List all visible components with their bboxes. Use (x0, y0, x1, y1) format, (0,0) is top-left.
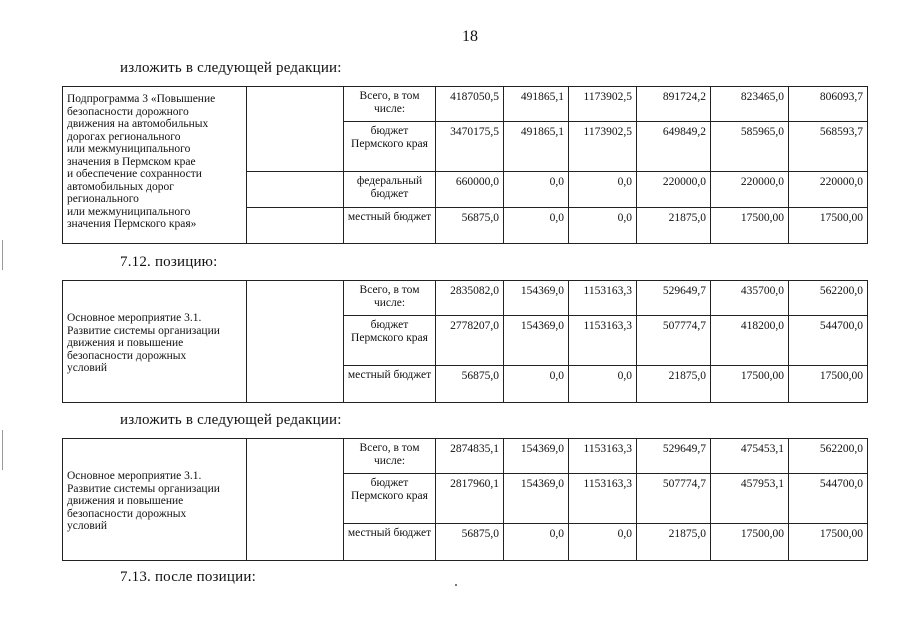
funding-source: бюджет Пермского края (344, 122, 436, 172)
value-cell: 491865,1 (504, 122, 569, 172)
heading-position-7-13: 7.13. после позиции: (120, 569, 256, 585)
funding-source: Всего, в том числе: (344, 281, 436, 316)
activity-3-1-new-table (62, 438, 868, 561)
value-cell: 2778207,0 (436, 316, 504, 366)
value-cell: 475453,1 (711, 439, 789, 474)
value-cell: 1153163,3 (569, 474, 637, 524)
program-name: Подпрограмма 3 «Повышение безопасности дорожного движения на автомобильных дорогах регионального или межмуниципального значения в Пермском крае и обеспечение сохранности автомобильных дорог регионального или межмуниципального значения Пермского края» (67, 93, 216, 230)
activity-name: Основное мероприятие 3.1. Развитие системы организации движения и повышение безопасности дорожных условий (67, 312, 220, 375)
value-cell: 0,0 (504, 524, 569, 561)
value-cell: 56875,0 (436, 366, 504, 403)
value-cell: 823465,0 (711, 87, 789, 122)
heading-new-edition-1: изложить в следующей редакции: (120, 60, 342, 76)
value-cell: 544700,0 (789, 316, 868, 366)
value-cell: 4187050,5 (436, 87, 504, 122)
value-cell: 17500,00 (711, 208, 789, 244)
page-number: 18 (462, 28, 478, 45)
scan-edge-mark (2, 240, 3, 270)
value-cell: 891724,2 (637, 87, 711, 122)
empty-cell (247, 172, 344, 208)
funding-source: местный бюджет (344, 208, 436, 244)
value-cell: 660000,0 (436, 172, 504, 208)
value-cell: 2817960,1 (436, 474, 504, 524)
value-cell: 21875,0 (637, 208, 711, 244)
value-cell: 2874835,1 (436, 439, 504, 474)
value-cell: 1153163,3 (569, 316, 637, 366)
value-cell: 17500,00 (789, 208, 868, 244)
value-cell: 21875,0 (637, 524, 711, 561)
table-row (63, 281, 868, 316)
activity-name-cell (63, 439, 247, 561)
value-cell: 154369,0 (504, 474, 569, 524)
value-cell: 0,0 (569, 172, 637, 208)
value-cell: 0,0 (504, 366, 569, 403)
value-cell: 1173902,5 (569, 122, 637, 172)
value-cell: 1173902,5 (569, 87, 637, 122)
value-cell: 154369,0 (504, 316, 569, 366)
activity-name: Основное мероприятие 3.1. Развитие системы организации движения и повышение безопасности дорожных условий (67, 470, 220, 533)
heading-new-edition-2: изложить в следующей редакции: (120, 412, 342, 428)
value-cell: 544700,0 (789, 474, 868, 524)
value-cell: 435700,0 (711, 281, 789, 316)
funding-source: местный бюджет (344, 366, 436, 403)
value-cell: 491865,1 (504, 87, 569, 122)
heading-position-7-12: 7.12. позицию: (120, 254, 218, 270)
empty-cell (247, 439, 344, 561)
value-cell: 220000,0 (637, 172, 711, 208)
value-cell: 562200,0 (789, 281, 868, 316)
funding-source: бюджет Пермского края (344, 474, 436, 524)
table-row (63, 439, 868, 474)
value-cell: 17500,00 (789, 366, 868, 403)
value-cell: 0,0 (504, 172, 569, 208)
value-cell: 17500,00 (789, 524, 868, 561)
value-cell: 2835082,0 (436, 281, 504, 316)
value-cell: 17500,00 (711, 366, 789, 403)
funding-source: федеральный бюджет (344, 172, 436, 208)
value-cell: 0,0 (569, 524, 637, 561)
program-name-cell (63, 87, 247, 244)
value-cell: 1153163,3 (569, 281, 637, 316)
value-cell: 806093,7 (789, 87, 868, 122)
scan-edge-mark (2, 430, 3, 470)
empty-cell (247, 281, 344, 403)
scan-speck (455, 584, 457, 586)
activity-name-cell (63, 281, 247, 403)
value-cell: 649849,2 (637, 122, 711, 172)
table-row (63, 87, 868, 122)
activity-3-1-old-table (62, 280, 868, 403)
funding-source: Всего, в том числе: (344, 439, 436, 474)
funding-source: Всего, в том числе: (344, 87, 436, 122)
value-cell: 56875,0 (436, 524, 504, 561)
value-cell: 17500,00 (711, 524, 789, 561)
funding-source: местный бюджет (344, 524, 436, 561)
value-cell: 154369,0 (504, 439, 569, 474)
value-cell: 529649,7 (637, 439, 711, 474)
value-cell: 220000,0 (789, 172, 868, 208)
funding-source: бюджет Пермского края (344, 316, 436, 366)
value-cell: 568593,7 (789, 122, 868, 172)
value-cell: 56875,0 (436, 208, 504, 244)
value-cell: 1153163,3 (569, 439, 637, 474)
value-cell: 562200,0 (789, 439, 868, 474)
value-cell: 0,0 (504, 208, 569, 244)
value-cell: 0,0 (569, 366, 637, 403)
value-cell: 507774,7 (637, 316, 711, 366)
value-cell: 21875,0 (637, 366, 711, 403)
subprogram-3-table (62, 86, 868, 244)
value-cell: 3470175,5 (436, 122, 504, 172)
empty-cell (247, 208, 344, 244)
value-cell: 457953,1 (711, 474, 789, 524)
value-cell: 507774,7 (637, 474, 711, 524)
value-cell: 154369,0 (504, 281, 569, 316)
value-cell: 418200,0 (711, 316, 789, 366)
value-cell: 220000,0 (711, 172, 789, 208)
value-cell: 0,0 (569, 208, 637, 244)
value-cell: 529649,7 (637, 281, 711, 316)
value-cell: 585965,0 (711, 122, 789, 172)
empty-cell (247, 87, 344, 172)
